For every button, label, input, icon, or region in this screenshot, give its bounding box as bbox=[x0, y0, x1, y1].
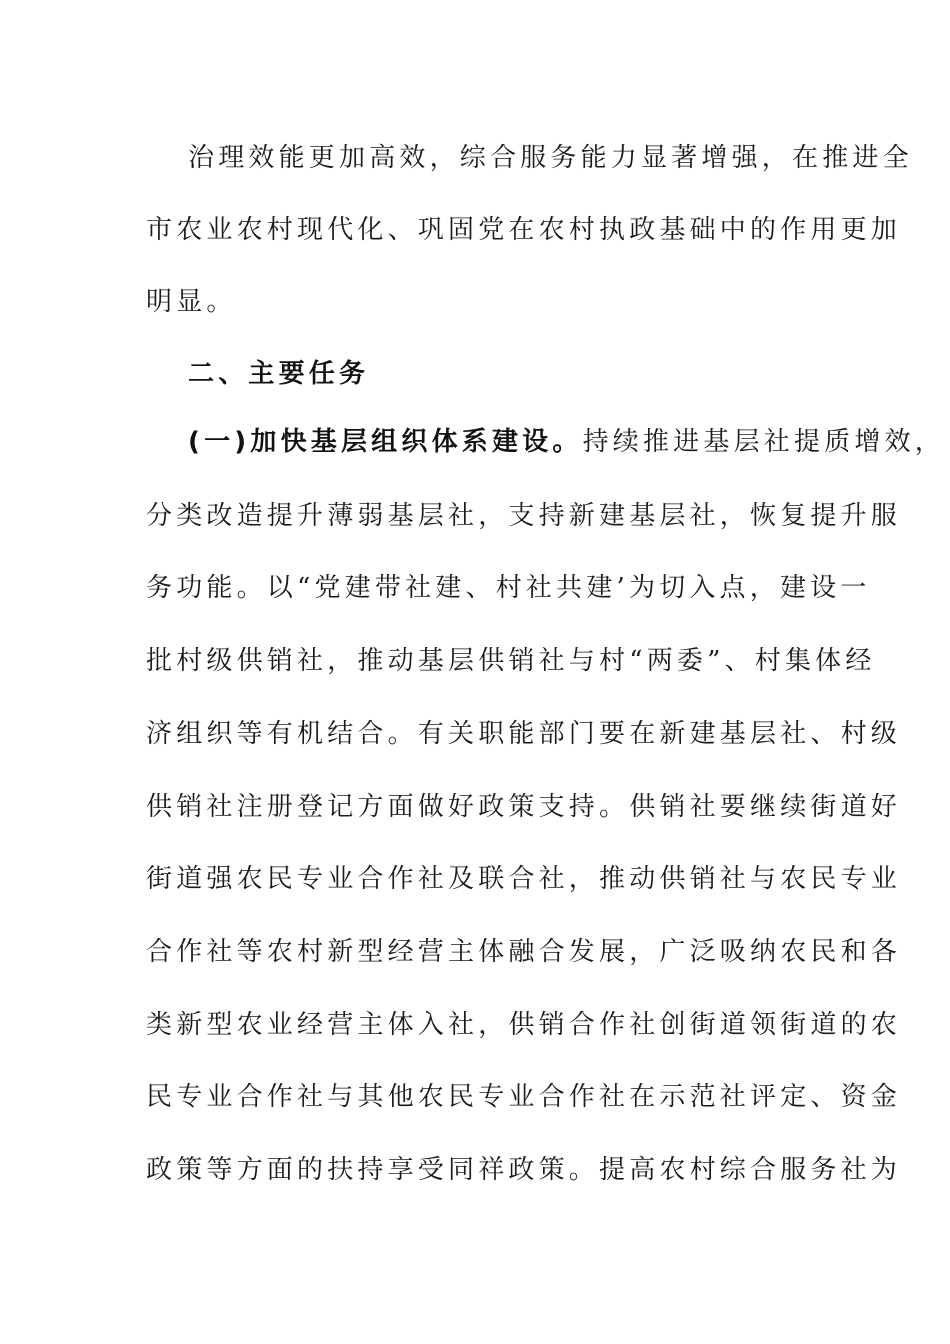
subsection-first-line bbox=[188, 424, 945, 460]
body-text-line: 分类改造提升薄弱基层社，支持新建基层社，恢复提升服 bbox=[146, 501, 902, 531]
body-text-line: 合作社等农村新型经营主体融合发展，广泛吸纳农民和各 bbox=[146, 937, 902, 967]
body-text-line: 批村级供销社，推动基层供销社与村“两委”、村集体经 bbox=[146, 646, 876, 676]
body-text-line: 明显。 bbox=[146, 287, 237, 317]
body-text-line: 街道强农民专业合作社及联合社，推动供销社与农民专业 bbox=[146, 864, 902, 894]
body-text-line: 政策等方面的扶持享受同祥政策。提高农村综合服务社为 bbox=[146, 1155, 902, 1185]
body-text-line: 务功能。以“党建带社建、村社共建’为切入点，建设一 bbox=[146, 573, 871, 603]
body-text-line: 民专业合作社与其他农民专业合作社在示范社评定、资金 bbox=[146, 1082, 902, 1112]
body-text-line: 类新型农业经营主体入社，供销合作社创街道领街道的农 bbox=[146, 1010, 902, 1040]
section-heading: 二、主要任务 bbox=[188, 359, 370, 389]
body-text-span: 持续推进基层社提质增效， bbox=[582, 427, 945, 457]
body-text-line: 市农业农村现代化、巩固党在农村执政基础中的作用更加 bbox=[146, 215, 902, 245]
body-text-line: 治理效能更加高效，综合服务能力显著增强，在推进全 bbox=[188, 143, 913, 173]
subsection-title: (一)加快基层组织体系建设。 bbox=[188, 427, 583, 457]
body-text-line: 供销社注册登记方面做好政策支持。供销社要继续街道好 bbox=[146, 792, 902, 822]
body-text-line: 济组织等有机结合。有关职能部门要在新建基层社、村级 bbox=[146, 719, 902, 749]
